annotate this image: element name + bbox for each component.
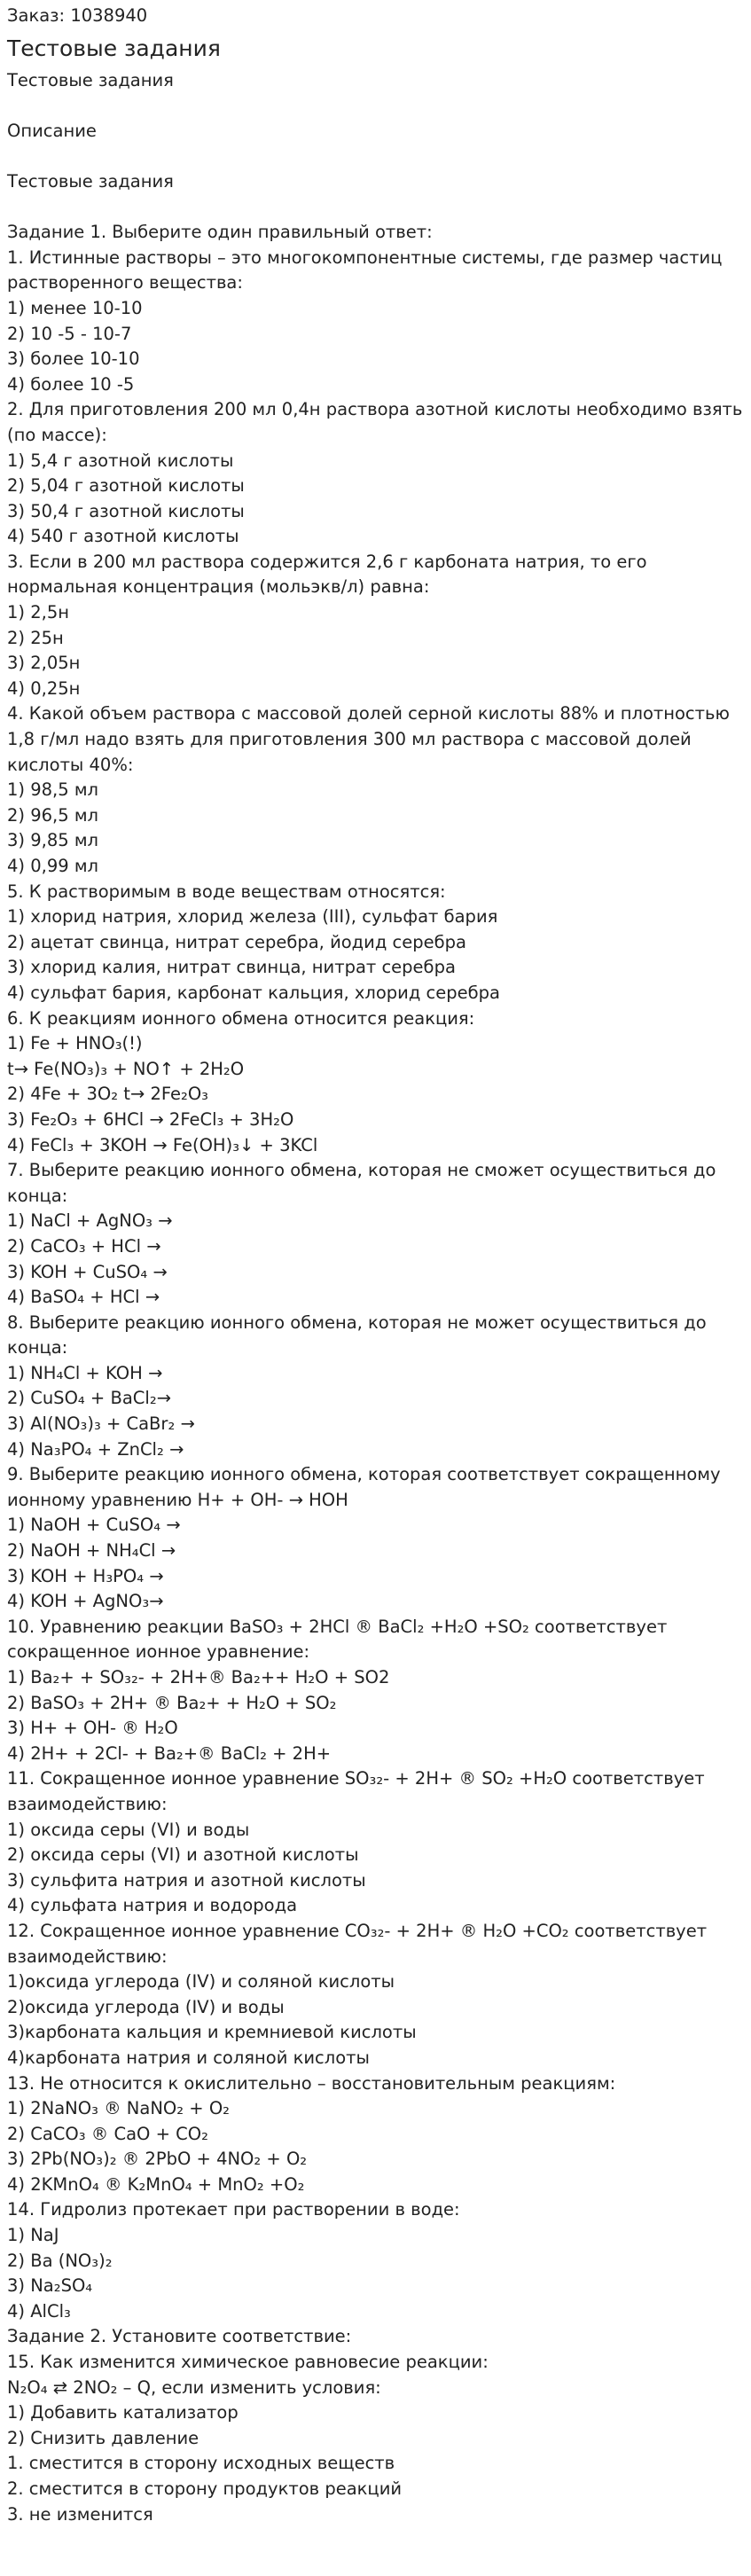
- content-line: 13. Не относится к окислительно – восстановительным реакциям:: [7, 2072, 616, 2094]
- category-label: Тестовые задания: [7, 69, 174, 90]
- content-line: 1) хлорид натрия, хлорид железа (III), сульфат бария: [7, 906, 498, 928]
- content-line: N₂O₄ ⇄ 2NO₂ – Q, если изменить условия:: [7, 2376, 381, 2398]
- content-line: 1) NH₄Cl + KOH →: [7, 1362, 163, 1383]
- spacer: [7, 144, 744, 169]
- content-line: 2) 25н: [7, 627, 64, 648]
- content-line: 2) CuSO₄ + BaCl₂→: [7, 1388, 171, 1409]
- content-line: 7. Выберите реакцию ионного обмена, которая не сможет осуществиться до конца:: [7, 1160, 716, 1206]
- content-line: 3)карбоната кальция и кремниевой кислоты: [7, 2022, 417, 2043]
- page-title: Тестовые задания: [7, 35, 221, 61]
- content-line: 2) BaSO₃ + 2H+ ® Ba₂+ + H₂O + SO₂: [7, 1692, 337, 1713]
- content-line: 2) 96,5 мл: [7, 804, 99, 826]
- content-line: 4) BaSO₄ + HCl →: [7, 1287, 160, 1308]
- content-line: 4) 2H+ + 2Cl- + Ba₂+® BaCl₂ + 2H+: [7, 1742, 332, 1764]
- content-line: 3) H+ + OH- ® H₂O: [7, 1718, 178, 1739]
- content-line: 3) 2,05н: [7, 653, 81, 674]
- content-line: 4) 0,25н: [7, 677, 81, 699]
- order-number: Заказ: 1038940: [7, 5, 148, 26]
- content-line: 2) 10 -5 - 10-7: [7, 323, 132, 344]
- content-line: 15. Как изменится химическое равновесие реакции:: [7, 2352, 489, 2373]
- content-line: 3) Al(NO₃)₃ + CaBr₂ →: [7, 1413, 195, 1435]
- content-line: 4) 2KMnO₄ ® K₂MnO₄ + MnO₂ +O₂: [7, 2173, 305, 2195]
- content-line: 2) CaCO₃ + HCl →: [7, 1235, 161, 1257]
- content-line: 3. Если в 200 мл раствора содержится 2,6 г карбоната натрия, то его нормальная концентрация (мольэкв/л) равна:: [7, 551, 647, 598]
- content-line: 3) 50,4 г азотной кислоты: [7, 500, 245, 521]
- content-line: 3) сульфита натрия и азотной кислоты: [7, 1869, 366, 1891]
- content-line: 6. К реакциям ионного обмена относится реакция:: [7, 1007, 475, 1029]
- content-line: 2) Снизить давление: [7, 2427, 199, 2448]
- content-line: 1) 98,5 мл: [7, 779, 99, 801]
- content-line: 1) 5,4 г азотной кислоты: [7, 450, 234, 471]
- content-line: 2) оксида серы (VI) и азотной кислоты: [7, 1844, 359, 1866]
- content-line: 14. Гидролиз протекает при растворении в воде:: [7, 2199, 460, 2220]
- content-line: 3) KOH + CuSO₄ →: [7, 1261, 168, 1282]
- content-line: 1) NaCl + AgNO₃ →: [7, 1210, 173, 1232]
- content-line: 2) NaOH + NH₄Cl →: [7, 1540, 176, 1562]
- content-line: 8. Выберите реакцию ионного обмена, которая не может осуществиться до конца:: [7, 1311, 707, 1358]
- content-line: 3) 9,85 мл: [7, 830, 99, 851]
- content-line: 3) KOH + H₃PO₄ →: [7, 1565, 164, 1586]
- content-line: 1) NaOH + CuSO₄ →: [7, 1515, 181, 1536]
- content-line: 4)карбоната натрия и соляной кислоты: [7, 2047, 370, 2068]
- content-line: 9. Выберите реакцию ионного обмена, которая соответствует сокращенному ионному уравнению H+ + OH- → HOH: [7, 1464, 721, 1510]
- content-line: 4) сульфат бария, карбонат кальция, хлорид серебра: [7, 982, 500, 1003]
- content-line: 3) более 10-10: [7, 348, 140, 370]
- content-line: Задание 1. Выберите один правильный ответ:: [7, 222, 433, 243]
- content-line: 2) ацетат свинца, нитрат серебра, йодид серебра: [7, 931, 466, 952]
- description-label: Описание: [7, 120, 97, 141]
- content-line: 4) AlCl₃: [7, 2300, 71, 2322]
- content-line: 1) менее 10-10: [7, 297, 143, 318]
- content-line: 2) Ba (NO₃)₂: [7, 2250, 113, 2271]
- content-line: 4. Какой объем раствора с массовой долей серной кислоты 88% и плотностью 1,8 г/мл надо взять для приготовления 300 мл раствора с массовой долей кислоты 40%:: [7, 703, 730, 775]
- content-line: 3) Na₂SO₄: [7, 2275, 93, 2297]
- spacer: [7, 195, 744, 221]
- spacer: [7, 93, 744, 119]
- content-line: 3) Fe₂O₃ + 6HCl → 2FeCl₃ + 3H₂O: [7, 1108, 294, 1130]
- content-line: 11. Сокращенное ионное уравнение SO₃₂- + 2H+ ® SO₂ +H₂O соответствует взаимодействию:: [7, 1768, 705, 1814]
- content-line: 4) FeCl₃ + 3KOH → Fe(OH)₃↓ + 3KCl: [7, 1134, 318, 1155]
- content-line: 4) более 10 -5: [7, 373, 135, 395]
- test-content: [7, 220, 744, 2527]
- content-line: 1) Добавить катализатор: [7, 2402, 239, 2423]
- content-line: 4) 0,99 мл: [7, 856, 99, 876]
- content-line: t→ Fe(NO₃)₃ + NO↑ + 2H₂O: [7, 1058, 245, 1079]
- content-line: 3) 2Pb(NO₃)₂ ® 2PbO + 4NO₂ + O₂: [7, 2149, 308, 2170]
- content-line: 2. Для приготовления 200 мл 0,4н раствора азотной кислоты необходимо взять (по массе):: [7, 399, 743, 445]
- content-line: 3) хлорид калия, нитрат свинца, нитрат серебра: [7, 957, 456, 978]
- content-line: 4) 540 г азотной кислоты: [7, 526, 239, 547]
- content-line: 4) сульфата натрия и водорода: [7, 1895, 298, 1916]
- content-line: 10. Уравнению реакции BaSO₃ + 2HCl ® BaCl₂ +H₂O +SO₂ соответствует сокращенное ионное уравнение:: [7, 1616, 668, 1663]
- content-line: 4) Na₃PO₄ + ZnCl₂ →: [7, 1438, 184, 1460]
- content-line: 1) 2NaNO₃ ® NaNO₂ + O₂: [7, 2098, 230, 2119]
- content-line: 4) KOH + AgNO₃→: [7, 1591, 164, 1612]
- content-line: 2. сместится в сторону продуктов реакций: [7, 2478, 403, 2499]
- content-line: 1. Истинные растворы – это многокомпонентные системы, где размер частиц растворенного вещества:: [7, 247, 723, 294]
- content-line: 5. К растворимым в воде веществам относятся:: [7, 881, 446, 902]
- content-line: 1) оксида серы (VI) и воды: [7, 1819, 250, 1840]
- section-title: Тестовые задания: [7, 170, 174, 192]
- content-line: 1)оксида углерода (IV) и соляной кислоты: [7, 1971, 395, 1993]
- content-line: 2) CaCO₃ ® CaO + CO₂: [7, 2123, 208, 2144]
- content-line: 2) 5,04 г азотной кислоты: [7, 475, 245, 497]
- content-line: 1) Ba₂+ + SO₃₂- + 2H+® Ba₂++ H₂O + SO2: [7, 1667, 390, 1687]
- content-line: Задание 2. Установите соответствие:: [7, 2326, 352, 2347]
- content-line: 1) NaJ: [7, 2225, 59, 2246]
- content-line: 3. не изменится: [7, 2503, 153, 2525]
- content-line: 2)оксида углерода (IV) и воды: [7, 1996, 285, 2017]
- content-line: 1) 2,5н: [7, 602, 69, 623]
- content-line: 1) Fe + HNO₃(!): [7, 1033, 143, 1054]
- content-line: 1. сместится в сторону исходных веществ: [7, 2453, 395, 2474]
- content-line: 2) 4Fe + 3O₂ t→ 2Fe₂O₃: [7, 1084, 208, 1105]
- content-line: 12. Сокращенное ионное уравнение CO₃₂- + 2H+ ® H₂O +CO₂ соответствует взаимодействию:: [7, 1920, 708, 1967]
